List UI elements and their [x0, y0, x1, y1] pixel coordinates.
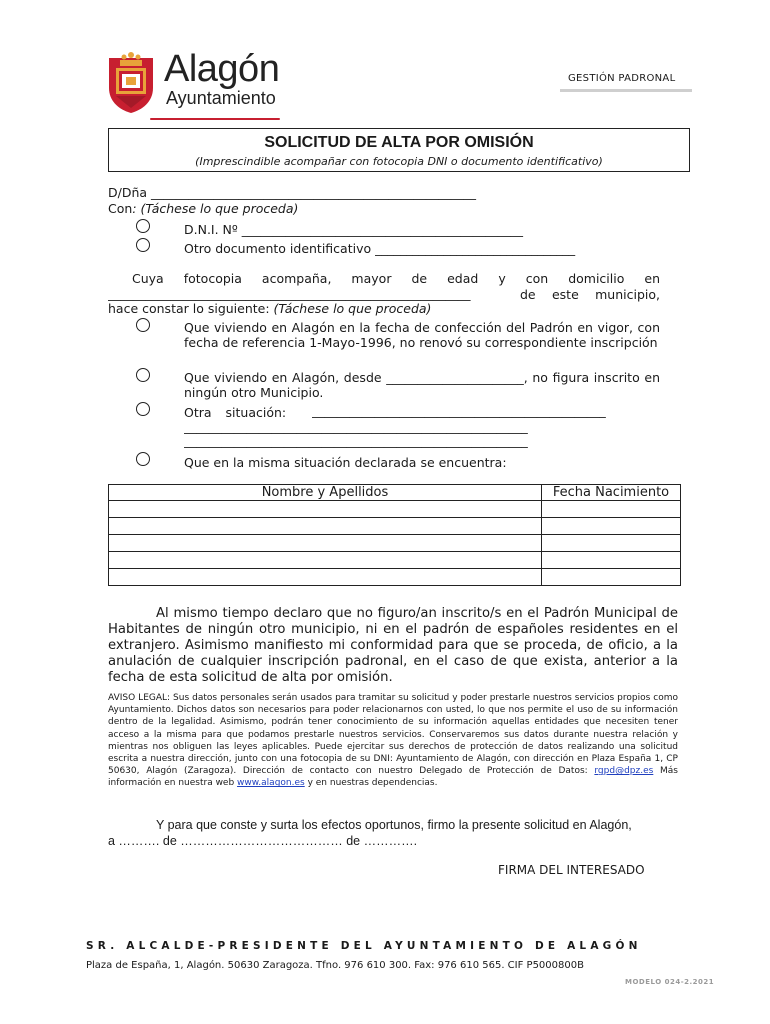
form-title: SOLICITUD DE ALTA POR OMISIÓN [264, 134, 534, 151]
radio-option-1[interactable] [136, 318, 150, 332]
radio-dni[interactable] [136, 219, 150, 233]
option-3-blank-1[interactable]: _______________________________________________ [312, 403, 606, 418]
table-cell-name[interactable] [109, 518, 542, 535]
title-box [108, 128, 690, 172]
footer-recipient: SR. ALCALDE-PRESIDENTE DEL AYUNTAMIENTO DE ALAGÓN [86, 940, 642, 952]
con-line [108, 201, 298, 216]
table-header-row [109, 485, 681, 501]
municipio-blank[interactable]: __________________________________________________________ [108, 286, 471, 301]
declaration-paragraph: Al mismo tiempo declaro que no figuro/an inscrito/s en el Padrón Municipal de Habitantes de ningún otro municipio, ni en el padrón de españoles residentes en el extranjero. Asimismo manifiesto mi conformidad para que se proceda, de oficio, a la anulación de cualquier inscripción padronal, en el caso de que exista, anterior a la fecha de esta solicitud de alta por omisión. [108, 606, 678, 685]
option-3-blank-3[interactable]: _______________________________________________________ [184, 433, 528, 448]
option-3-blank-2[interactable]: _______________________________________________________ [184, 419, 528, 434]
table-row[interactable] [109, 501, 681, 518]
logo-underline [150, 118, 280, 120]
logo-subtitle: Ayuntamiento [166, 88, 276, 108]
column-header-name: Nombre y Apellidos [109, 485, 542, 501]
table-row[interactable] [109, 569, 681, 586]
dpo-email-link[interactable]: rgpd@dpz.es [594, 766, 654, 777]
option-3-label: Otra situación: [184, 405, 287, 420]
table-cell-date[interactable] [542, 518, 681, 535]
table-cell-name[interactable] [109, 535, 542, 552]
column-header-birthdate: Fecha Nacimiento [542, 485, 681, 501]
option-1-text: Que viviendo en Alagón en la fecha de confección del Padrón en vigor, con fecha de referencia 1-Mayo-1996, no renovó su correspondiente inscripción [184, 320, 660, 350]
hace-constar-hint: (Táchese lo que proceda) [273, 301, 432, 316]
radio-option-4[interactable] [136, 452, 150, 466]
municipio-end: de este municipio, [520, 287, 660, 302]
legal-end: y en nuestras dependencias. [304, 778, 438, 789]
con-hint: : (Táchese lo que proceda) [132, 201, 299, 216]
table-cell-date[interactable] [542, 501, 681, 518]
section-divider [560, 89, 692, 92]
signature-label: FIRMA DEL INTERESADO [498, 863, 645, 877]
section-label: GESTIÓN PADRONAL [568, 73, 676, 84]
table-cell-name[interactable] [109, 569, 542, 586]
radio-otro-documento[interactable] [136, 238, 150, 252]
table-cell-name[interactable] [109, 552, 542, 569]
table-cell-date[interactable] [542, 552, 681, 569]
logo-name: Alagón [164, 48, 280, 90]
coat-of-arms-logo [106, 50, 156, 114]
radio-option-3[interactable] [136, 402, 150, 416]
persons-table [108, 484, 681, 586]
table-cell-date[interactable] [542, 535, 681, 552]
legal-more-info: Más información en nuestra web [108, 766, 678, 789]
legal-text: AVISO LEGAL: Sus datos personales serán usados para tramitar su solicitud y poder prestarle nuestros servicios propios como Ayuntamiento. Dichos datos son necesarios para poder relacionarnos con usted, lo que nos permite el uso de su información dentro de la legalidad. Asimismo, podrán tener conocimiento de su información aquellas entidades que necesiten tener acceso a la misma para que podamos prestarle nuestros servicios. Conservaremos sus datos durante nuestra relación y mientras nos obliguen las leyes aplicables. Puede ejercitar sus derechos de protección de datos realizando una solicitud escrita a nuestra dirección, junto con una fotocopia de su DNI: Ayuntamiento de Alagón, con dirección en Plaza España 1, CP 50630, Alagón (Zaragoza). Dirección de contacto con nuestro Delegado de Protección de Datos: [108, 693, 678, 777]
hace-constar-line [108, 301, 431, 316]
option-2-text: Que viviendo en Alagón, desde ______________________, no figura inscrito en ningún otro Municipio. [184, 370, 660, 400]
website-link[interactable]: www.alagon.es [237, 778, 305, 789]
table-cell-date[interactable] [542, 569, 681, 586]
domicilio-line: Cuya fotocopia acompaña, mayor de edad y con domicilio en [132, 271, 660, 286]
legal-notice [108, 692, 678, 790]
closing-date-line[interactable]: a ………. de ………………………………… de …………. [108, 834, 418, 848]
table-row[interactable] [109, 518, 681, 535]
radio-option-2[interactable] [136, 368, 150, 382]
dni-field[interactable]: D.N.I. Nº _____________________________________________ [184, 222, 524, 237]
hace-constar-label: hace constar lo siguiente: [108, 301, 274, 316]
otro-documento-field[interactable]: Otro documento identificativo ________________________________ [184, 241, 576, 256]
model-number: MODELO 024-2.2021 [625, 978, 715, 986]
name-field[interactable]: D/Dña ____________________________________________________ [108, 185, 477, 200]
form-subtitle: (Imprescindible acompañar con fotocopia DNI o documento identificativo) [195, 155, 603, 168]
table-row[interactable] [109, 552, 681, 569]
closing-line-1: Y para que conste y surta los efectos oportunos, firmo la presente solicitud en Alagón, [156, 818, 632, 832]
con-label: Con [108, 201, 133, 216]
option-4-text: Que en la misma situación declarada se encuentra: [184, 455, 507, 470]
table-cell-name[interactable] [109, 501, 542, 518]
footer-address: Plaza de España, 1, Alagón. 50630 Zaragoza. Tfno. 976 610 300. Fax: 976 610 565. CIF P5000800B [86, 960, 584, 971]
table-row[interactable] [109, 535, 681, 552]
